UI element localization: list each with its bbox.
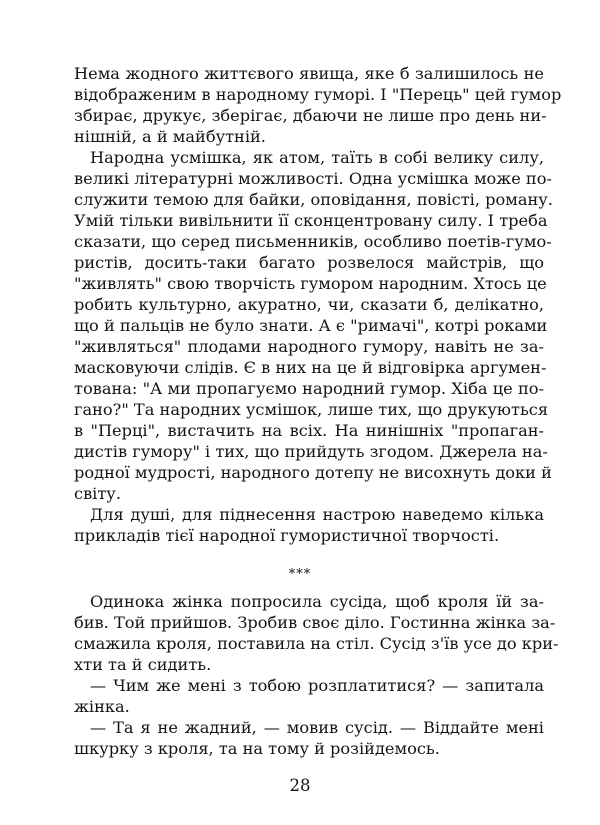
text-line: смажила кроля, поставила на стіл. Сусід з'їв усе до кри- [74,634,559,653]
text-line: гано?" Та народних усмішок, лише тих, що друкуються [74,400,549,419]
text-line: хти та й сидить. [74,655,212,674]
section-separator: *** [288,567,312,582]
text-line: бив. Той прийшов. Зробив своє діло. Гостинна жінка за- [74,613,556,632]
text-line: в "Перці", вистачить на всіх. На нинішніх "пропаган- [74,421,544,440]
text-line: прикладів тієї народної гумористичної творчості. [74,526,500,545]
text-line: відображеним в народному гуморі. І "Перець" цей гумор [74,85,562,104]
text-line: сказати, що серед письменників, особливо поетів-гумо- [74,232,552,251]
text-line: світу. [74,484,121,503]
text-line: збирає, друкує, зберігає, дбаючи не лише про день ни- [74,106,547,125]
text-line: шкурку з кроля, та на тому й розійдемось. [74,739,440,758]
text-line: що й пальців не було знати. А є "римачі", котрі роками [74,316,548,335]
text-line: дистів гумору" і тих, що прийдуть згодом. Джерела на- [74,442,548,461]
text-line: робить культурно, акуратно, чи, сказати б, делікатно, [74,295,544,314]
text-line: Для душі, для піднесення настрою наведемо кілька [90,505,544,524]
text-line: ристів, досить-таки багато розвелося майстрів, що [74,253,544,272]
text-line: нішній, а й майбутній. [74,127,266,146]
text-line: служити темою для байки, оповідання, повісті, роману. [74,190,553,209]
text-line: тована: "А ми пропагуємо народний гумор. Хіба це по- [74,379,544,398]
text-line: "живляться" плодами народного гумору, навіть не за- [74,337,544,356]
text-line: родної мудрості, народного дотепу не висохнуть доки й [74,463,552,482]
text-line: — Та я не жадний, — мовив сусід. — Віддайте мені [90,718,544,737]
text-line: — Чим же мені з тобою розплатитися? — запитала [90,676,544,695]
text-line: масковуючи слідів. Є в них на це й відговірка аргумен- [74,358,547,377]
text-line: Умій тільки вивільнити її сконцентровану силу. І треба [74,211,548,230]
text-line: жінка. [74,697,130,716]
text-line: Нема жодного життєвого явища, яке б залишилось не [74,64,544,83]
text-line: "живлять" свою творчість гумором народним. Хтось це [74,274,547,293]
text-line: великі літературні можливості. Одна усмішка може по- [74,169,552,188]
text-line: Народна усмішка, як атом, таїть в собі велику силу, [90,148,544,167]
page-number: 28 [289,776,311,795]
text-line: Одинока жінка попросила сусіда, щоб кроля їй за- [90,592,544,611]
